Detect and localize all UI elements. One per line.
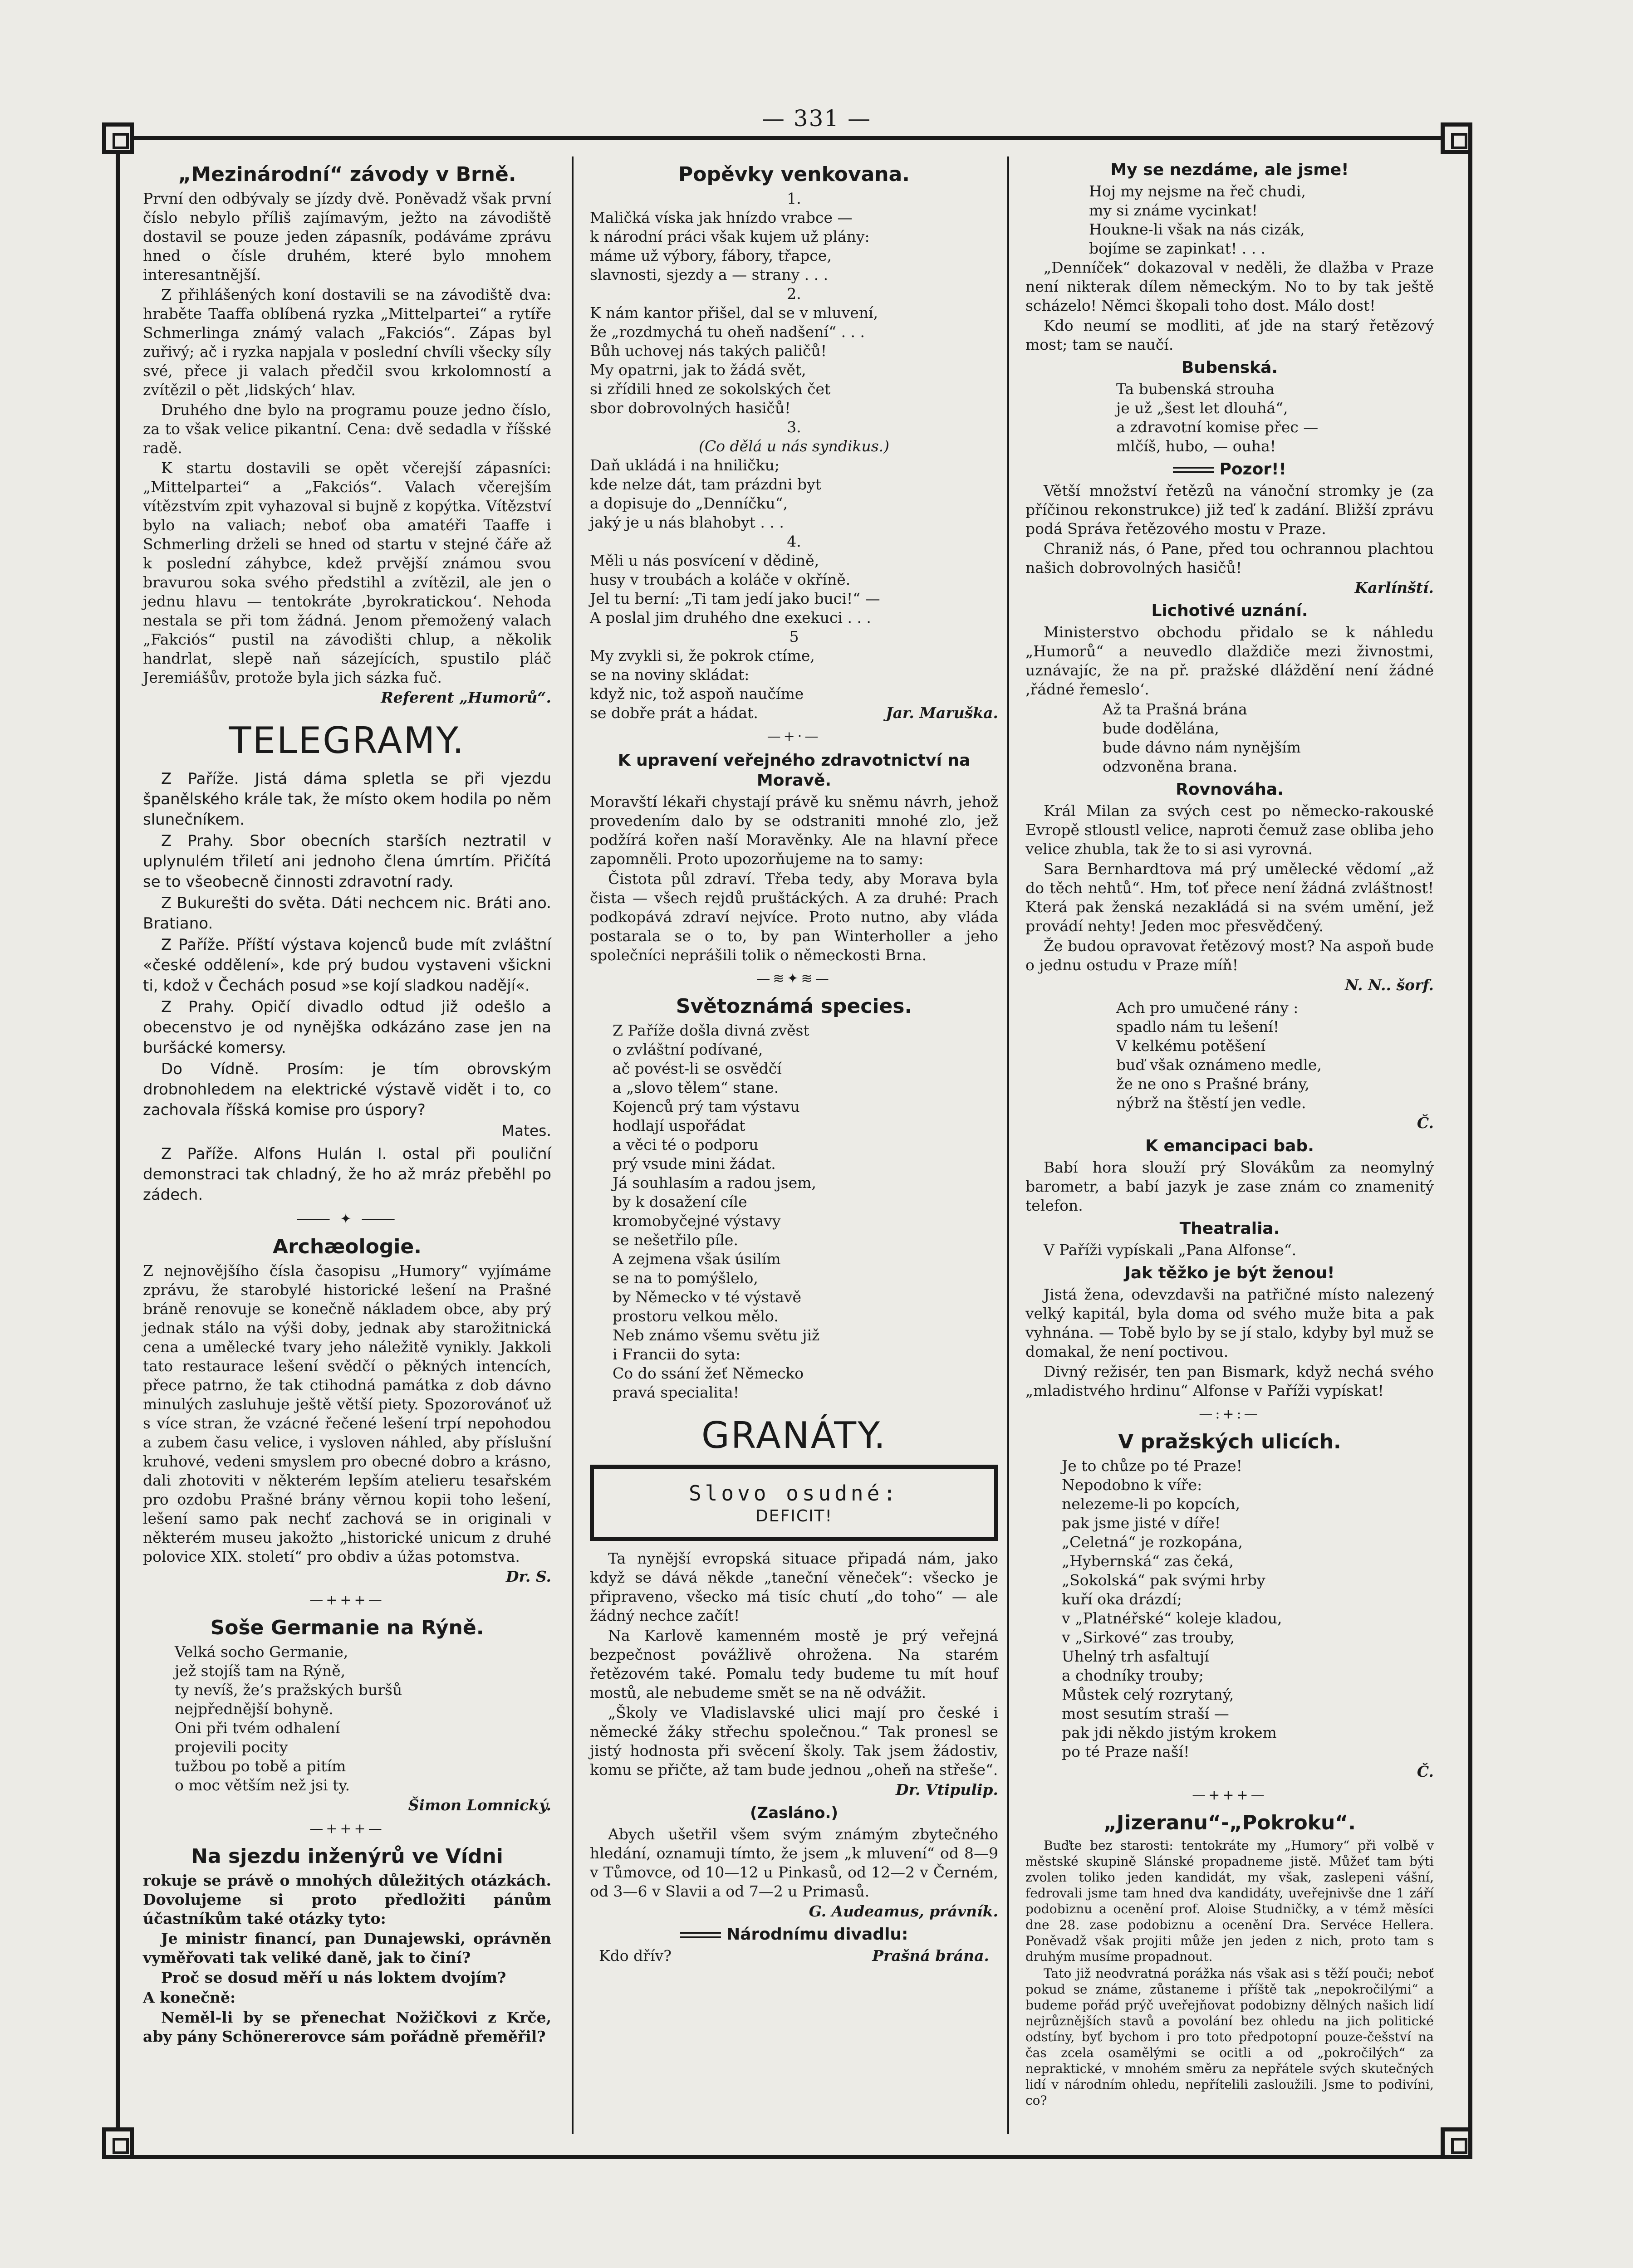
poem-line: Já souhlasím a radou jsem, [613,1174,817,1192]
article-signature: Šimon Lomnický. [408,1796,551,1814]
poem-line: bude dodělána, [1103,719,1219,737]
article-nezdame [1025,160,1434,258]
poem-line: my si známe vycinkat! [1089,201,1258,219]
poem-line: K nám kantor přišel, dal se v mluvení, [590,304,878,322]
article-paragraph: Že budou opravovat řetězový most? Na aspoň bude o jednu ostudu v Praze míň! [1025,937,1434,974]
page-number: — 331 — [761,105,872,132]
poem [1025,182,1434,258]
article-zenou [1025,1263,1434,1400]
poem-line: jaký je u nás blahobyt . . . [590,513,784,531]
poem-line: Houkne-li však na nás cizák, [1089,220,1305,238]
stanza-number: 5 [789,628,799,645]
stanza-number: 2. [787,285,801,303]
poem-line: kuří oka drázdí; [1062,1590,1182,1608]
poem-line: hodlají uspořádat [613,1117,745,1134]
poem-line: Ta bubenská strouha [1116,380,1275,398]
poem-line: by Německo v té výstavě [613,1288,802,1306]
poem-line: a dopisuje do „Denníčku“, [590,494,788,512]
section-title: TELEGRAMY. [229,719,466,762]
article-title: Archæologie. [273,1235,422,1258]
stanza [590,551,998,627]
article-paragraph: Chraniž nás, ó Pane, před tou ochrannou plachtou našich dobrovolných hasičů! [1025,540,1434,577]
poem [1025,700,1434,776]
article-paragraph: Ministerstvo obchodu přidalo se k náhledu „Humorů“ a neuvedlo dlaždiče mezi živnostmi, uznávajíc, že na př. pražské dláždění není žádné ‚řádné řemeslo‘. [1025,623,1434,698]
article-paragraph: Větší množství řetězů na vánoční stromky je (za příčinou rekonstrukce) již teď k zadání. Bližší zprávu podá Správa řetězového mostu v Praze. [1025,482,1434,538]
article-paragraph: Král Milan za svých cest po německo-rakouské Evropě stloustl velice, naproti čemuž zase obliba jeho velice zhubla, tak že to si asi vyrovná. [1025,802,1434,858]
ornament-divider: —+++— [309,1592,385,1608]
article-paragraph: Čistota půl zdraví. Třeba tedy, aby Morava byla čista — všech rejdů pruštáckých. A za druhé: Prach podkopává zdraví nejvíce. Proto nutno, aby vláda postarala se o to, by pan Winterholler a jeho společníci neprášili tolik o německosti Brna. [590,870,998,964]
article-signature: Referent „Humorů“. [381,689,551,706]
article-theatralia [1025,1219,1434,1260]
poem-line: Jel tu berní: „Ti tam jedí jako buci!“ — [590,590,880,607]
article-signature: Č. [1417,1763,1434,1780]
poem-line: prý vsude mini žádat. [613,1155,776,1173]
article-morava [590,751,998,965]
ornament-divider: —+++— [1192,1787,1267,1803]
article-title: Rovnováha. [1176,780,1284,799]
article-jizeranu [1025,1811,1434,2108]
ornament-divider: —:+:— [1199,1406,1260,1422]
divadlo-title: Národnímu divadlu: [726,1925,908,1944]
poem-line: se nešetřilo píle. [613,1231,738,1249]
poem [1025,1457,1434,1761]
poem-line: kromobyčejné výstavy [613,1212,781,1230]
poem-line: Nepodobno k víře: [1062,1476,1202,1494]
poem-line: Z Paříže došla divná zvěst [613,1022,809,1039]
poem-line: po té Praze naší! [1062,1743,1190,1760]
poem-line: Bůh uchovej nás takých paličů! [590,342,827,360]
poem-line: (Co dělá u nás syndikus.) [698,437,889,455]
poem-line: a „slovo tělem“ stane. [613,1079,779,1096]
poem-line: kde nelze dát, tam prázdni byt [590,475,822,493]
poem-line: Daň ukládá i na hniličku; [590,456,780,474]
article-paragraph: Tato již neodvratná porážka nás však asi s těží pouči; neboť pokud se známe, zůstaneme i příště tak „nepokročilými“ a budeme pořád prýč uveřejňovat podobizny dělných našich lidí nejrůznějších stavů a povolání bez ohledu na jich politické odstíny, byť bychom i pro toto předpotopní pouze-češství na čas zcela osamělými se ocitli a od „pokročilých“ za nepraktické, v mnohém směru za nepřátele svých skutečných lidí v národním ohledu, nepřítelili zasloužili. Jsme to podivíni, co? [1025,1966,1434,2108]
ornament-divider: ⸻ ✦ ⸻ [296,1211,398,1227]
poem-line: buď však oznámeno medle, [1116,1056,1322,1074]
poem-line: Oni při tvém odhalení [175,1719,340,1737]
poem-line: v „Platnéřské“ koleje kladou, [1062,1609,1282,1627]
article-title: K emancipaci bab. [1145,1137,1314,1155]
article-signature: Č. [1417,1114,1434,1132]
poem-line: A zejmena však úsilím [613,1250,781,1268]
poem-line: nelezeme-li po kopcích, [1062,1495,1241,1513]
poem-line: Neb známo všemu světu již [613,1326,820,1344]
article-sjezd [143,1845,551,2046]
poem-line: ty nevíš, že’s pražských buršů [175,1681,402,1699]
poem-line: projevili pocity [175,1738,288,1756]
poem-line: Ach pro umučené rány : [1116,999,1299,1017]
article-title: Světoznámá species. [676,995,912,1018]
article-paragraph: Buďte bez starosti: tentokráte my „Humory“ při volbě v městské skupině Slánské propadneme jistě. Můžeť tam býti zvolen toliko jeden kandidát, my však, zaslepeni vášní, fedrovali jsme tam hned dva kandidáty, uveřejnivše dne 1 září podobiznu a ocenění prof. Aloise Studničky, a v témž měsíci dne 28. zase podobiznu a ocenění Dra. Servéce Hellera. Poněvadž však projiti může jen jeden z nich, proto tam s druhým musíme propadnout. [1025,1838,1434,1964]
poem-line: Až ta Prašná brána [1103,700,1247,718]
poem-line: „Hybernská“ zas čeká, [1062,1552,1234,1570]
poem-line: si zřídili hned ze sokolských čet [590,380,831,398]
zaslano-heading: (Zasláno.) [750,1804,838,1822]
article-lichotive [1025,601,1434,776]
divadlo-question: Kdo dřív? [599,1947,672,1965]
article-sose-germanie [143,1616,551,1815]
article-paragraph: Kdo neumí se modliti, ať jde na starý řetězový most; tam se naučí. [1025,317,1434,353]
article-paragraph: Druhého dne bylo na programu pouze jedno číslo, za to však velice pikantní. Cena: dvě sedadla v říšské radě. [143,401,551,457]
article-paragraph: Babí hora slouží prý Slovákům za neomylný barometr, a babí jazyk je zase znám co znamenitý telefon. [1025,1158,1434,1214]
article-paragraph: A konečně: [143,1989,236,2006]
stanza-number: 4. [787,533,801,550]
poem-line: Je to chůze po té Praze! [1062,1457,1242,1475]
article-signature: N. N.. šorf. [1344,976,1434,994]
stanza [590,303,998,418]
article-granaty [590,1414,998,1965]
stanza [590,646,998,723]
poem-line: se na noviny skládat: [590,666,750,684]
article-paragraph: Neměl-li by se přenechat Nožičkovi z Krče, aby pány Schönererovce sám pořádně přeměřil? [143,2009,551,2045]
poem-line: k národní práci však kujem už plány: [590,228,870,245]
poem-line: v „Sirkové“ zas trouby, [1062,1628,1235,1646]
poem-line: o zvláštní podívané, [613,1041,763,1058]
poem-line: prostoru velkou mělo. [613,1307,779,1325]
telegram-item: Z Prahy. Sbor obecních starších neztratil v uplynulém třiletí ani jednoho člena úmrtím. Přičítá se to všeobecně činnosti zdravotní rady. [143,832,551,891]
poem-line: most sesutím straší — [1062,1705,1229,1722]
article-zavody [143,163,551,707]
poem-line: když nic, tož aspoň naučíme [590,685,804,703]
stanza-number: 1. [787,190,801,207]
double-rule [1173,467,1214,473]
column-middle [590,156,998,1965]
article-title-row [1025,459,1434,479]
poem-line: máme už výbory, fábory, třapce, [590,247,832,264]
article-paragraph: Proč se dosud měří u nás loktem dvojím? [161,1969,506,1986]
poem-line: mlčíš, hubo, — ouha! [1116,437,1276,455]
poem-line: i Francii do syta: [613,1345,740,1363]
double-rule [680,1932,721,1938]
article-title: Na sjezdu inženýrů ve Vídni [191,1845,503,1868]
article-paragraph: Abych ušetřil všem svým známým zbytečného hledání, oznamuji tímto, že jsem „k mluvení“ od 8—9 v Tůmovce, od 10—12 u Pinkasů, od 12—2 v Černém, od 3—6 v Slavii a od 7—2 u Primasů. [590,1825,998,1900]
deficit-box [590,1465,998,1541]
poem [1025,380,1434,456]
poem-line: a chodníky trouby; [1062,1667,1204,1684]
article-paragraph: „Denníček“ dokazoval v neděli, že dlažba v Praze není nikterak dílem německým. No to by tak ještě scházelo! Němci škopali toho dost. Málo dost! [1025,259,1434,314]
article-title: Popěvky venkovana. [678,163,910,186]
poem-line-with-signature [590,704,998,723]
ornament-divider: —≋✦≋— [756,971,832,987]
poem-line: že ne ono s Prašné brány, [1116,1075,1310,1093]
poem-line: Uhelný trh asfaltují [1062,1647,1209,1665]
article-paragraph: První den odbývaly se jízdy dvě. Poněvadž však první číslo nebylo příliš zajímavým, ježto na závodiště dostavil se pouze jeden zápasník, podáváme zprávu hned o čísle druhém, které bylo mnohem interesantnější. [143,190,551,284]
article-emancipaci [1025,1136,1434,1215]
deficit-box-word: DEFICIT! [755,1507,833,1525]
article-title: Lichotivé uznání. [1151,601,1308,620]
ornament-divider: —+·— [767,728,821,744]
article-paragraph: „Školy ve Vladislavské ulici mají pro české i německé žáky střechu společnou.“ Tak pronesl se jistý hodnosta při svěcení školy. Tak jsem žádostiv, komu se přičte, až tam bude jednou „oheň na střeše“. [590,1704,998,1779]
telegram-item: Z Bukurešti do světa. Dáti nechcem nic. Bráti ano. Bratiano. [143,894,551,933]
telegram-item: Z Paříže. Jistá dáma spletla se při vjezdu španělského krále tak, že místo okem hodila po něm slunečníkem. [143,770,551,829]
article-bubenska [1025,358,1434,456]
article-signature: G. Audeamus, právník. [809,1902,998,1920]
article-paragraph: Divný režisér, ten pan Bismark, když nechá svého „mladistvého hrdinu“ Alfonse v Paříži vypískat! [1025,1363,1434,1399]
section-title: GRANÁTY. [701,1414,887,1457]
poem-line: sbor dobrovolných hasičů! [590,399,791,417]
column-left [143,156,551,2047]
poem-line: se dobře prát a hádat. [590,704,758,722]
article-paragraph: K startu dostavili se opět včerejší zápasníci: „Mittelpartei“ a „Fakciós“. Valach včerejším vítězstvím zpit vyhazoval si bujně z kopýtka. Vítězství bylo na valiach; neboť oba amatéři Taaffe i Schmerling drželi se hned od startu v stejné čáře až k poslední záhybce, kdež prvější známou svou bravurou soka svého předstihl a zvítězil, ale jen o jednu hlavu — tentokráte ‚byrokratickou‘. Nehoda nestala se při tom žádná. Jenom přemožený valach „Fakciós“ pustil na závodišti chlup, a několik handrlat, slepě naň sázejících, spustilo pláč Jeremiášův, protože byla jich sázka fuč. [143,459,551,686]
corner-ornament [102,2127,134,2159]
article-title: „Mezinárodní“ závody v Brně. [178,163,516,186]
poem-line: Měli u nás posvícení v dědině, [590,552,819,569]
poem-line: by k dosažení cíle [613,1193,747,1211]
article-signature: Mates. [501,1122,551,1139]
poem-line: odzvoněna brana. [1103,758,1238,775]
poem-line: a zdravotní komise přec — [1116,418,1319,436]
poem-line: Můstek celý rozrytaný, [1062,1686,1234,1703]
article-signature: Karlínští. [1354,579,1434,596]
article-paragraph: Jistá žena, odevzdavši na patřičné místo nalezený velký kapitál, byla doma od svého muže bita a pak vyhnána. — Tobě bylo by se jí stalo, kdyby byl muž se domakal, že není poctivou. [1025,1286,1434,1360]
telegram-item: Z Paříže. Příští výstava kojenců bude mít zvláštní «české oddělení», kde prý budou vystaveni všickni ti, kdož v Čechách posud »se kojí sladkou nadějí«. [143,936,551,995]
article-archaeologie [143,1235,551,1586]
poem-line: V kelkému potěšení [1116,1037,1266,1055]
article-paragraph: Z přihlášených koní dostavili se na závodiště dva: hraběte Taaffa oblíbená ryzka „Mittelpartei“ a rytíře Schmerlinga známý valach „Fakciós“. Zápas byl zuřivý; ač i ryzka napjala v poslední chvíli všecky síly své, přece ji valach předčil svou krkolomností a zvítězil o pět ‚lidských‘ hlav. [143,286,551,399]
poem-line: ač povést-li se osvědčí [613,1060,782,1077]
article-signature: Dr. Vtipulip. [895,1781,998,1799]
poem-line: že „rozdmychá tu oheň nadšení“ . . . [590,323,865,341]
poem-line: pak jsme jisté v díře! [1062,1514,1221,1532]
article-title: V pražských ulicích. [1118,1430,1341,1453]
poem-line: bojíme se zapinkat! . . . [1089,240,1266,257]
poem-line: nejpřednější bohyně. [175,1700,333,1718]
poem [1025,998,1434,1113]
poem-line: slavnosti, sjezdy a — strany . . . [590,266,829,284]
poem-line: Co do ssání žeť Německo [613,1364,804,1382]
poem-line: Velká socho Germanie, [175,1643,348,1661]
corner-ornament [1441,122,1472,154]
poem-line: a věci té o podporu [613,1136,759,1154]
corner-ornament [1441,2127,1472,2159]
article-title: Bubenská. [1181,358,1278,377]
poem-line: je už „šest let dlouhá“, [1116,399,1288,417]
poem-line: husy v troubách a koláče v okříně. [590,571,851,588]
divadlo-heading [590,1925,998,1945]
column-divider [572,156,574,2134]
article-pozor [1025,459,1434,597]
article-paragraph: Ta nynější evropská situace připadá nám, jako když se dává někde „taneční věneček“: všecko je připraveno, všecko má tisíc chutí „do toho“ — ale žádný nechce začít! [590,1549,998,1624]
article-ulicich [1025,1430,1434,1781]
poem-line: se na to pomýšlelo, [613,1269,758,1287]
article-paragraph: Z nejnovějšího čísla časopisu „Humory“ vyjímáme zprávu, že starobylé historické lešení na Prašné bráně renovuje se konečně nákladem obce, aby prý jednak stálo na výši doby, jednak aby starožitnická cena a umělecké tvary jeho náležitě vynikly. Jakkoli tato restaurace lešení svědčí o pěkných intencích, přece patrno, že tak ctihodná památka z dob dávno minulých zasluhuje ještě větší piety. Spozorovánoť už s více stran, že vzácné řečené lešení trpí nepohodou a zubem času velice, i vysloven náhled, aby příslušní kruhové, vedeni smyslem pro obecné dobro a krásno, dali zhotoviti v některém lepším atelieru tesařském pro ozdobu Prašné brány věrnou kopii toho lešení, lešení samo pak nechť zachová se in originali v některém museu jakožto „historické unicum z druhé polovice XIX. století“ pro obdiv a úžas potomstva. [143,1262,551,1565]
poem [590,1021,998,1402]
poem-line: Hoj my nejsme na řeč chudi, [1089,182,1306,200]
poem [143,1642,551,1795]
column-divider [1007,156,1009,2134]
article-telegramy [143,719,551,1205]
article-signature: Jar. Maruška. [886,704,998,722]
article-paragraph: Je ministr financí, pan Dunajewski, oprávněn vyměřovati tak veliké daně, jak to činí? [143,1930,551,1966]
poem-line: My zvykli si, že pokrok ctíme, [590,647,815,665]
article-title: Soše Germanie na Rýně. [210,1616,484,1639]
poem-line: Maličká víska jak hnízdo vrabce — [590,209,853,226]
poem-line: My opatrni, jak to žádá svět, [590,361,806,379]
article-species [590,995,998,1402]
article-title: My se nezdáme, ale jsme! [1110,161,1349,179]
telegram-item: Z Paříže. Alfons Hulán I. ostal při pouliční demonstraci tak chladný, že ho až mráz přeběhl po zádech. [143,1145,551,1204]
divadlo-line [590,1946,998,1965]
article-paragraph: Sara Bernhardtova má prý umělecké vědomí „až do těch nehtů“. Hm, toť přece není žádná zvláštnost! Která pak ženská nezakládá si na svém umění, jež provádí nehty! Jeden moc přesvědčený. [1025,860,1434,935]
poem-line: pak jdi někdo jistým krokem [1062,1724,1277,1741]
article-rovnovaha [1025,780,1434,1133]
poem-line: pravá specialita! [613,1383,739,1401]
article-title: K upravení veřejného zdravotnictví na Moravě. [618,751,971,790]
stanza-number: 3. [787,418,801,436]
stanza [590,208,998,284]
article-paragraph: rokuje se právě o mnohých důležitých otázkách. Dovolujeme si proto předložiti pánům účastníkům také otázky tyto: [143,1872,551,1927]
poem-line: Kojenců prý tam výstavu [613,1098,800,1115]
article-paragraph: V Paříži vypískali „Pana Alfonse“. [1044,1241,1297,1259]
divadlo-answer: Prašná brána. [872,1947,989,1965]
poem-line: A poslal jim druhého dne exekuci . . . [590,609,871,626]
article-title: Pozor!! [1219,460,1286,479]
article-title: Jak těžko je být ženou! [1124,1264,1335,1282]
stanza [590,437,998,532]
poem-line: „Sokolská“ pak svými hrby [1062,1571,1265,1589]
article-paragraph: Na Karlově kamenném mostě je prý veřejná bezpečnost povážlivě ohrožena. Na starém řetězovém také. Pomalu tedy budeme tu mít houf mostů, ale nebudeme smět se na ně odvážit. [590,1627,998,1701]
article-signature: Dr. S. [505,1568,551,1585]
article-paragraph: Moravští lékaři chystají právě ku sněmu návrh, jehož provedením dalo by se odstraniti mnohé zlo, jež podžírá kořen naší Moravěnky. Ale na hlavní přece zapomněli. Proto upozorňujeme na to samy: [590,793,998,868]
deficit-box-heading: Slovo osudné: [688,1481,900,1505]
poem-line: nýbrž na štěstí jen vedle. [1116,1094,1306,1112]
ornament-divider: —+++— [309,1821,385,1837]
article-title: Theatralia. [1179,1219,1280,1238]
column-right [1025,156,1434,2109]
poem-line: „Celetná“ je rozkopána, [1062,1533,1243,1551]
corner-ornament [102,122,134,154]
telegram-item: Do Vídně. Prosím: je tím obrovským drobnohledem na elektrické výstavě vidět i to, co zachovala říšská komise pro úspory? [143,1060,551,1119]
article-popevky [590,163,998,723]
poem-line: spadlo nám tu lešení! [1116,1018,1280,1036]
poem-line: tužbou po tobě a pitím [175,1757,346,1775]
article-title: „Jizeranu“-„Pokroku“. [1103,1811,1356,1834]
telegram-item: Z Prahy. Opičí divadlo odtud již odešlo a obecenstvo je od nynějška odkázáno zase jen na buršácké komersy. [143,998,551,1057]
poem-line: o moc větším než jsi ty. [175,1776,350,1794]
poem-line: jež stojíš tam na Rýně, [175,1662,346,1680]
poem-line: bude dávno nám nynějším [1103,738,1301,756]
